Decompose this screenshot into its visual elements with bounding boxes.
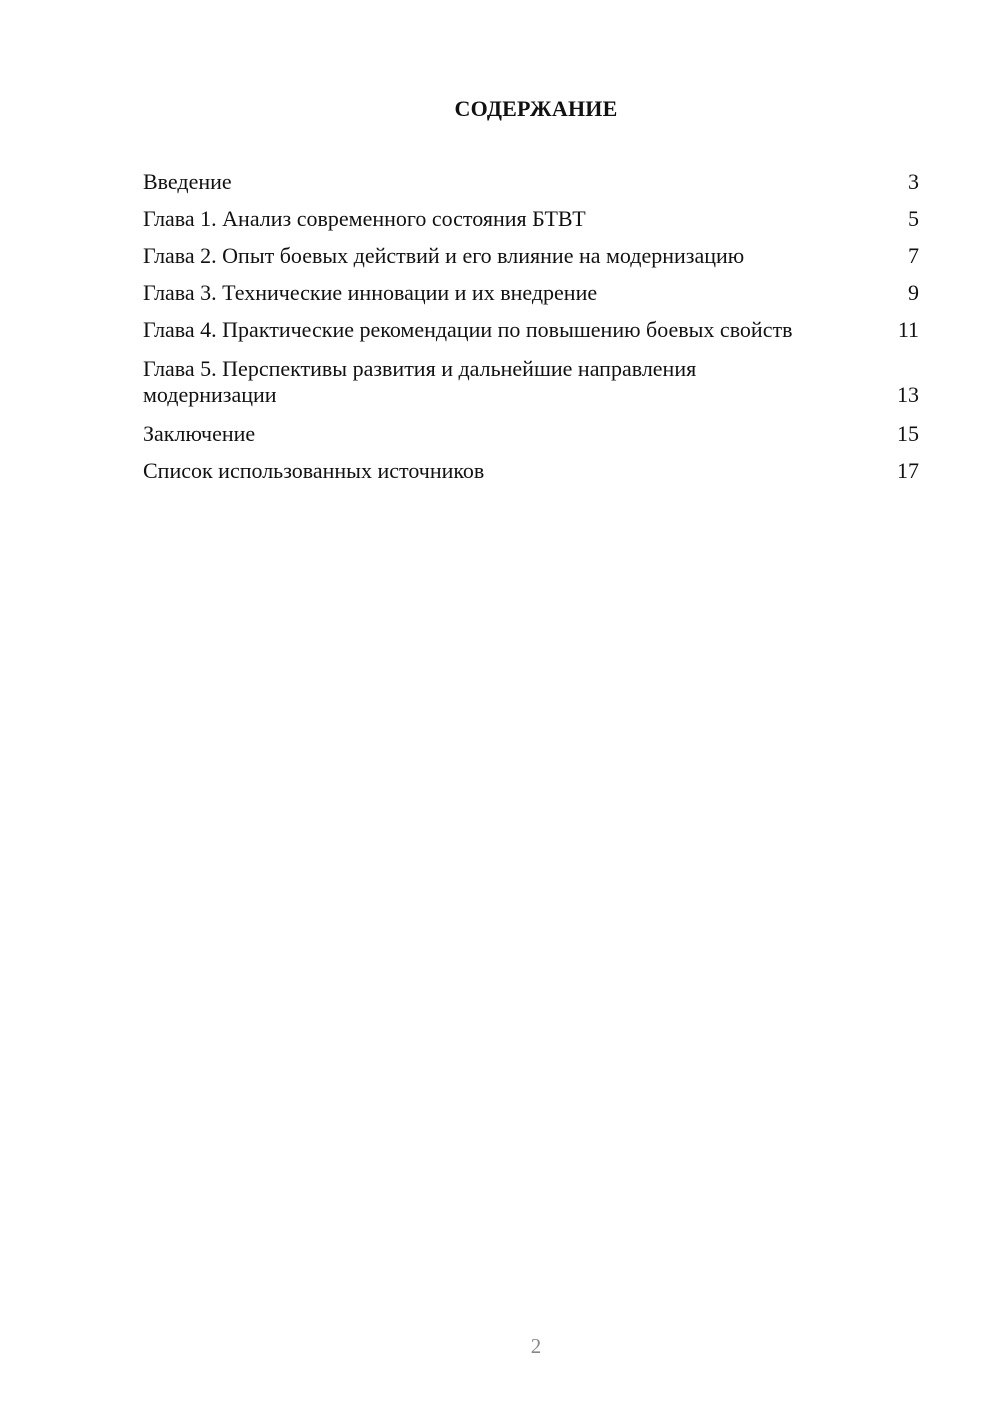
toc-entry-label: Список использованных источников	[143, 458, 485, 483]
toc-entry-page-number: 9	[908, 280, 919, 305]
toc-entry-page-number: 13	[897, 382, 919, 407]
toc-entry-label: Заключение	[143, 421, 256, 446]
toc-entry-references[interactable]	[143, 458, 919, 484]
toc-entry-label: Глава 5. Перспективы развития и дальнейшие направления модернизации	[143, 356, 697, 407]
page-title: СОДЕРЖАНИЕ	[454, 96, 618, 121]
toc-entry-conclusion[interactable]	[143, 421, 919, 447]
toc-entry-chapter-1[interactable]	[143, 206, 919, 232]
table-of-contents	[143, 169, 919, 495]
toc-entry-chapter-3[interactable]	[143, 280, 919, 306]
toc-entry-chapter-2[interactable]	[143, 243, 919, 269]
toc-entry-chapter-5[interactable]	[143, 356, 919, 408]
toc-entry-page-number: 17	[897, 458, 919, 483]
toc-entry-label: Глава 1. Анализ современного состояния БТВТ	[143, 206, 586, 231]
toc-entry-page-number: 11	[897, 317, 919, 342]
toc-entry-introduction[interactable]	[143, 169, 919, 195]
toc-entry-page-number: 3	[908, 169, 919, 194]
toc-entry-page-number: 7	[908, 243, 919, 268]
toc-entry-chapter-4[interactable]	[143, 317, 919, 343]
toc-entry-page-number: 15	[897, 421, 919, 446]
page-footer-number: 2	[530, 1334, 542, 1358]
toc-entry-label: Глава 4. Практические рекомендации по повышению боевых свойств	[143, 317, 793, 342]
toc-entry-label: Введение	[143, 169, 232, 194]
toc-entry-label: Глава 2. Опыт боевых действий и его влияние на модернизацию	[143, 243, 745, 268]
toc-entry-page-number: 5	[908, 206, 919, 231]
toc-entry-label: Глава 3. Технические инновации и их внедрение	[143, 280, 598, 305]
